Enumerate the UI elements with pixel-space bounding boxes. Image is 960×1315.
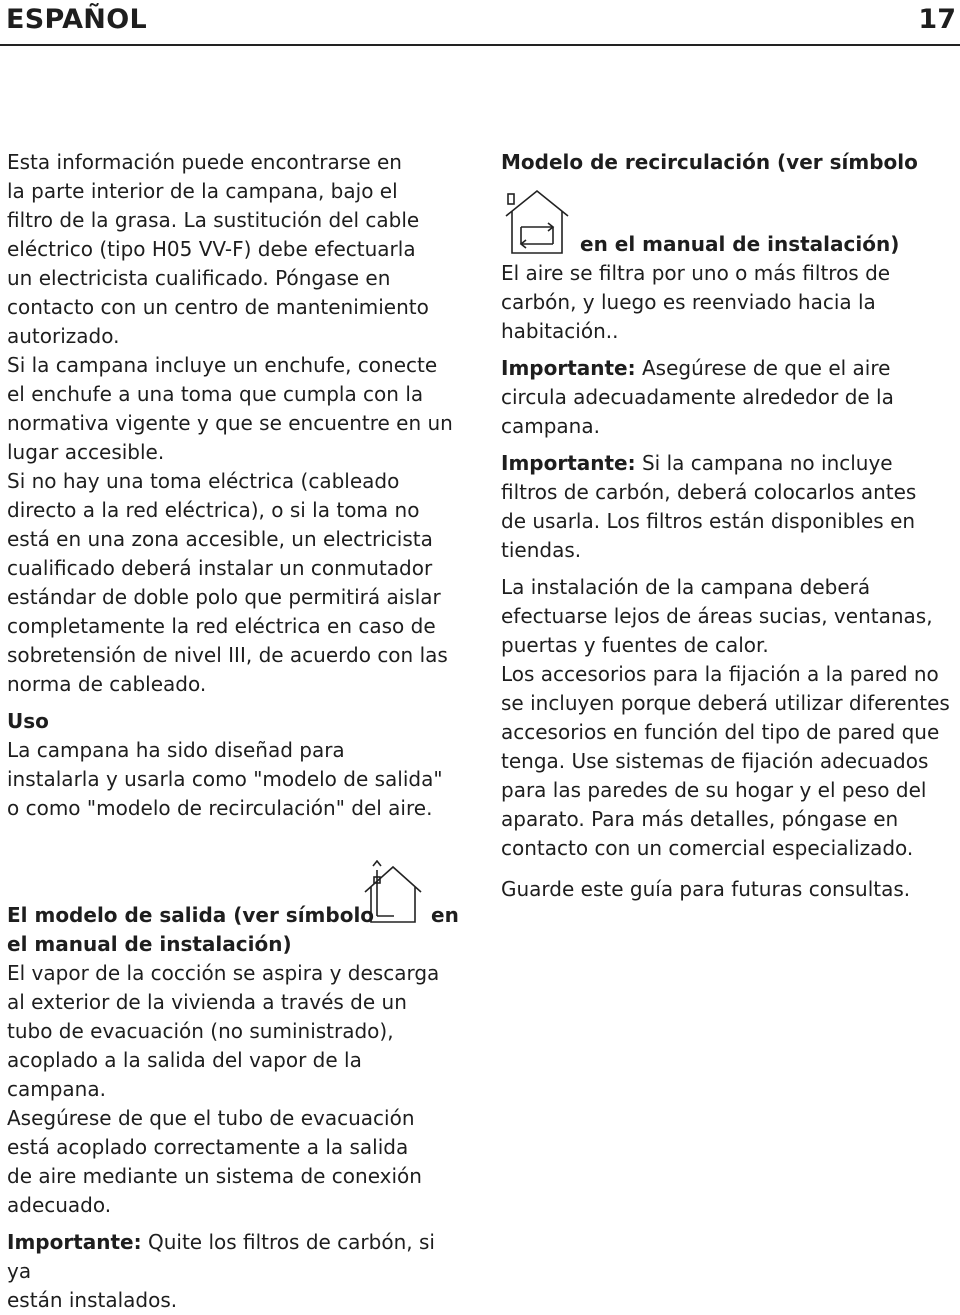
paragraph-switch-info: Si no hay una toma eléctrica (cableado directo a la red eléctrica), o si la toma no está en una zona accesible, un electricista cualificado deberá instalar un conmutador estándar de doble polo que permitirá aislar completamente la red eléctrica en caso de sobretensión de nivel III, de acuerdo con las norma de cableado. xyxy=(7,469,448,696)
language-title: ESPAÑOL xyxy=(6,4,147,35)
accessories-text: Los accesorios para la fijación a la pared no se incluyen porque deberá utilizar diferentes accesorios en función del tipo de pared que tenga. Use sistemas de fijación adecuados para las paredes de su hogar y el peso del aparato. Para más detalles, póngase en contacto con un comercial especializado. xyxy=(501,662,950,860)
recirculation-house-icon xyxy=(503,186,571,256)
keep-guide-text: Guarde este guía para futuras consultas. xyxy=(501,877,911,901)
right-column xyxy=(501,148,956,177)
salida-section xyxy=(7,901,465,1315)
uso-heading: Uso xyxy=(7,709,49,733)
paragraph-plug-info: Si la campana incluye un enchufe, conecte el enchufe a una toma que cumpla con la normativa vigente y que se encuentre en un lugar accesible. xyxy=(7,353,453,464)
page-number: 17 xyxy=(918,4,956,35)
right-column-body xyxy=(501,259,956,904)
importante-filters-note: Importante: Quite los filtros de carbón, si ya están instalados. xyxy=(7,1230,435,1312)
importante-air-note: Importante: Asegúrese de que el aire circula adecuadamente alrededor de la campana. xyxy=(501,356,894,438)
salida-text: El vapor de la cocción se aspira y descarga al exterior de la vivienda a través de un tubo de evacuación (no suministrado), acoplado a la salida del vapor de la campana. xyxy=(7,961,440,1101)
recirculation-heading-b: en el manual de instalación) xyxy=(580,232,900,256)
recirculation-text: El aire se filtra por uno o más filtros de carbón, y luego es reenviado hacia la habitación.. xyxy=(501,261,891,343)
salida-heading: El modelo de salida (ver símbolo en el manual de instalación) xyxy=(7,903,459,956)
installation-text: La instalación de la campana deberá efectuarse lejos de áreas sucias, ventanas, puertas y fuentes de calor. xyxy=(501,575,933,657)
asegurese-text: Asegúrese de que el tubo de evacuación está acoplado correctamente a la salida de aire mediante un sistema de conexión adecuado. xyxy=(7,1106,422,1217)
left-column xyxy=(7,148,465,823)
page-header xyxy=(0,0,960,46)
uso-text: La campana ha sido diseñad para instalarla y usarla como "modelo de salida" o como "modelo de recirculación" del aire. xyxy=(7,738,443,820)
recirculation-heading-cont xyxy=(580,230,960,259)
paragraph-cable-info: Esta información puede encontrarse en la parte interior de la campana, bajo el filtro de la grasa. La sustitución del cable eléctrico (tipo H05 VV-F) debe efectuarla un electricista cualificado. Póngase en contacto con un centro de mantenimiento autorizado. xyxy=(7,150,429,348)
importante-carbon-note: Importante: Si la campana no incluye filtros de carbón, deberá colocarlos antes de usarla. Los filtros están disponibles en tiendas. xyxy=(501,451,917,562)
recirculation-heading: Modelo de recirculación (ver símbolo xyxy=(501,150,918,174)
